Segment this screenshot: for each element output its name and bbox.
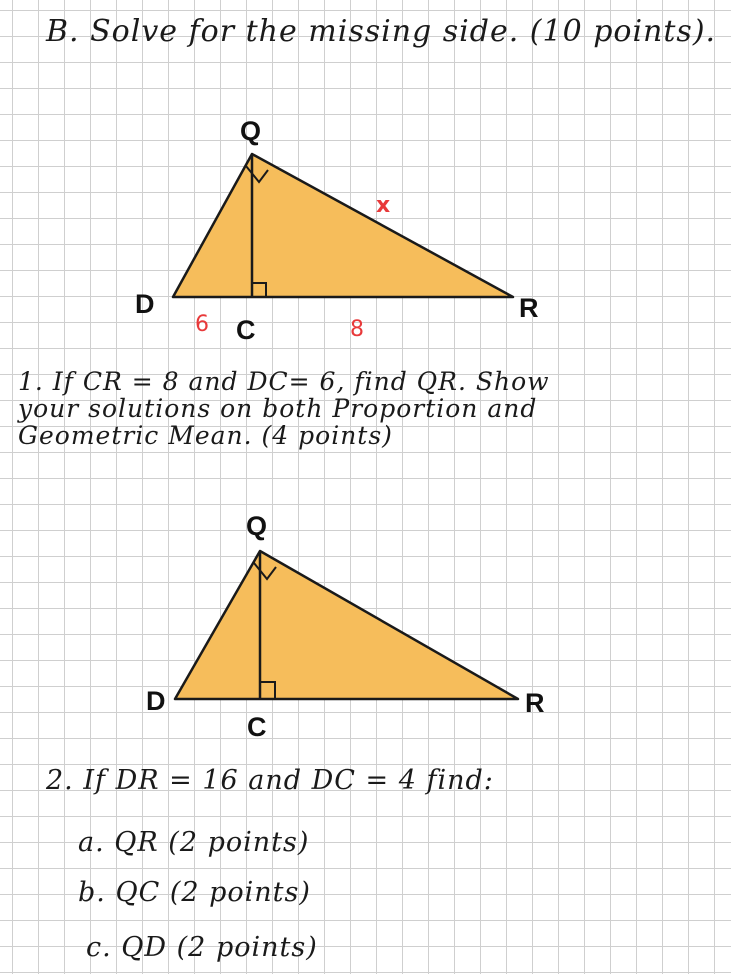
question-2-stem: 2. If DR = 16 and DC = 4 find: xyxy=(46,765,494,796)
question-1-line-1: 1. If CR = 8 and DC= 6, find QR. Show xyxy=(18,367,550,396)
section-title: B. Solve for the missing side. (10 points). xyxy=(46,14,717,49)
vertex-label-r-2: R xyxy=(525,688,545,718)
question-1-line-2: your solutions on both Proportion and xyxy=(18,394,538,423)
vertex-label-c: C xyxy=(236,315,256,345)
figure-2-right-triangle xyxy=(0,490,731,750)
vertex-label-r: R xyxy=(519,293,539,323)
vertex-label-q-2: Q xyxy=(246,511,268,541)
segment-label-dc: 6 xyxy=(195,312,209,337)
question-2-part-b: b. QC (2 points) xyxy=(78,877,311,908)
vertex-label-d-2: D xyxy=(146,686,166,716)
vertex-label-q: Q xyxy=(240,116,262,146)
vertex-label-d: D xyxy=(135,289,155,319)
question-2-part-a: a. QR (2 points) xyxy=(78,827,310,858)
question-1-text xyxy=(18,368,550,449)
triangle-qdr-2 xyxy=(175,551,518,699)
triangle-qdr-1 xyxy=(173,154,513,297)
segment-label-cr: 8 xyxy=(350,317,364,342)
vertex-label-c-2: C xyxy=(247,712,267,742)
question-1-line-3: Geometric Mean. (4 points) xyxy=(18,421,393,450)
figure-1-right-triangle xyxy=(0,0,731,360)
hypotenuse-label-x: x xyxy=(376,193,391,218)
question-2-part-c: c. QD (2 points) xyxy=(86,932,318,963)
